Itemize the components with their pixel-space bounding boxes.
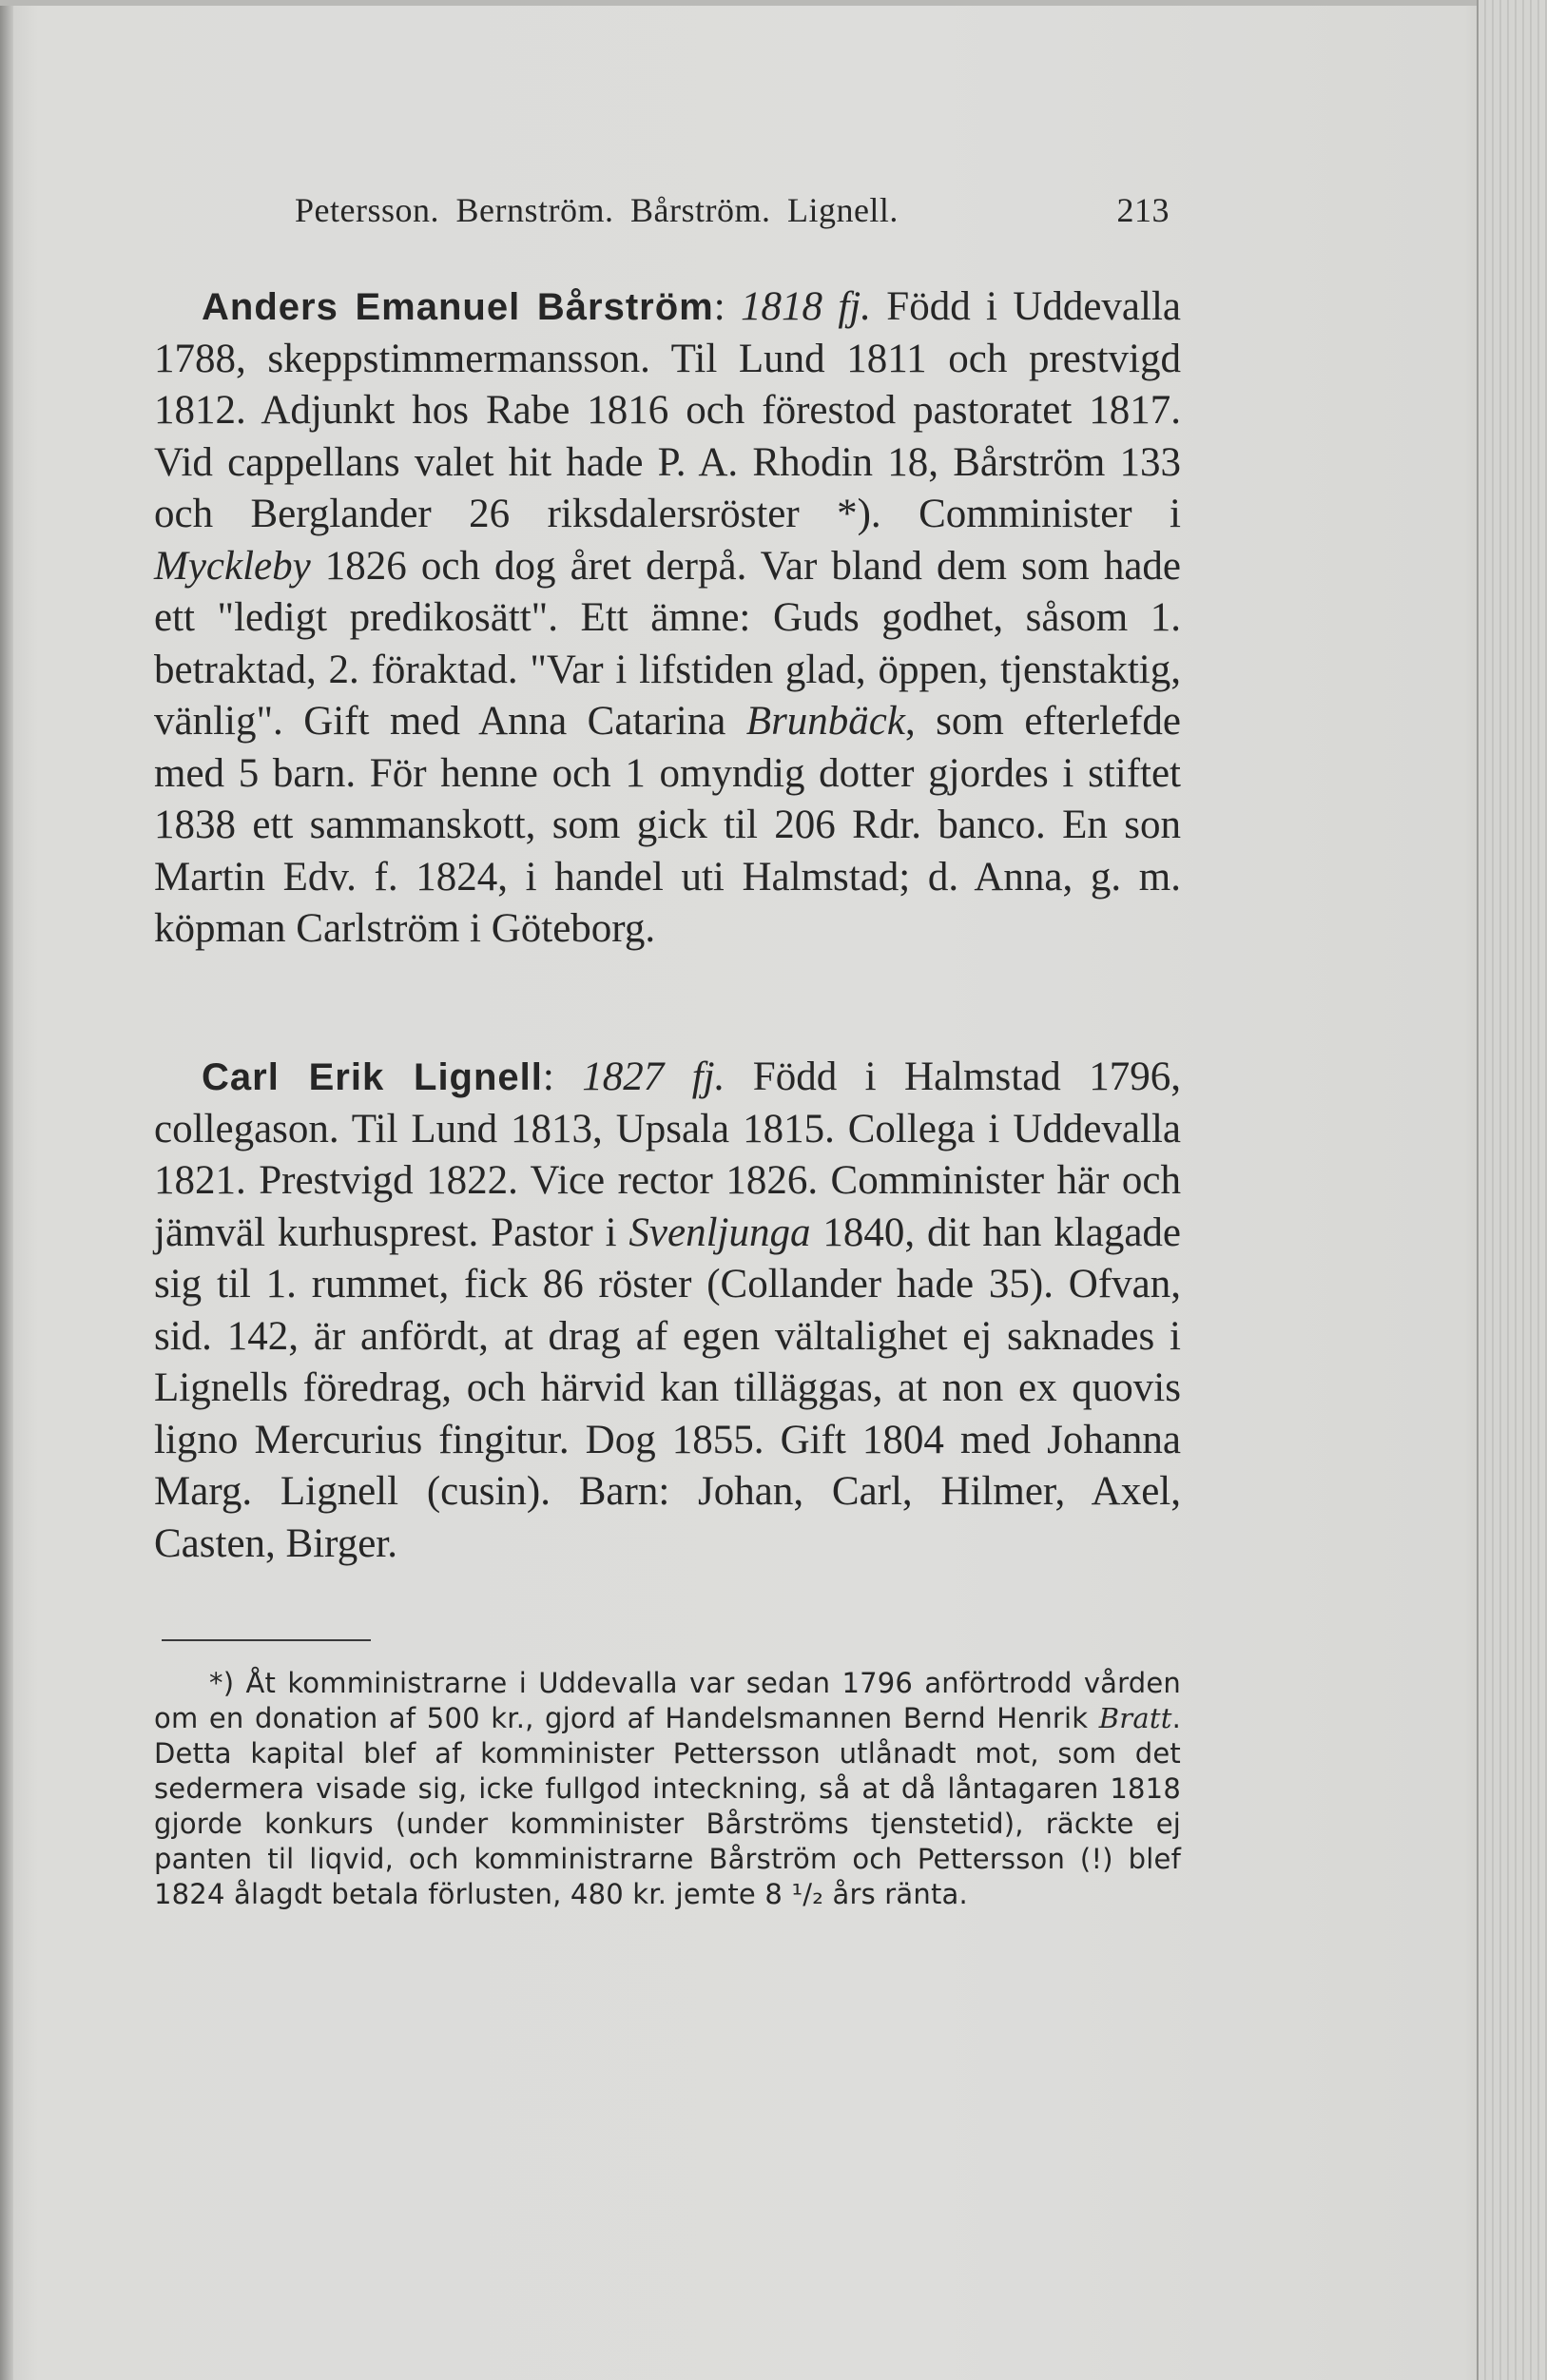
page-number: 213 [1116,191,1170,229]
entry-text: , som efterlefde med 5 barn. För henne och 1 omyndig dotter gjordes i stiftet 1838 ett sammanskott, som gick til 206 Rdr. banco. En son Martin Edv. f. 1824, i handel uti Halmstad; d. Anna, g. m. köpman Carlström i Göteborg. [154,699,1182,951]
page-left-shadow [0,0,13,2380]
footnote-text: *) Åt komministrarne i Uddevalla var sedan 1796 anförtrodd vården om en donation af 500 kr., gjord af Handelsmannen Bernd Henrik [154,1667,1181,1734]
entry-paragraph: Anders Emanuel Bårström: 1818 fj. Född i Uddevalla 1788, skeppstimmermansson. Til Lund 1811 och prestvigd 1812. Adjunkt hos Rabe 1816 och förestod pastoratet 1817. Vid cappellans valet hit hade P. A. Rhodin 18, Bårström 133 och Berglander 26 riksdalersröster *). Comminister i Myckleby 1826 och dog året derpå. Var bland dem som hade ett "ledigt predikosätt". Ett ämne: Guds godhet, såsom 1. betraktad, 2. föraktad. "Var i lifstiden glad, öppen, tjenstaktig, vänlig". Gift med Anna Catarina Brunbäck, som efterlefde med 5 barn. För henne och 1 omyndig dotter gjordes i stiftet 1838 ett sammanskott, som gick til 206 Rdr. banco. En son Martin Edv. f. 1824, i handel uti Halmstad; d. Anna, g. m. köpman Carlström i Göteborg. [154,284,1182,951]
entry-paragraph: Carl Erik Lignell: 1827 fj. Född i Halmstad 1796, collegason. Til Lund 1813, Upsala 1815. Collega i Uddevalla 1821. Prestvigd 1822. Vice rector 1826. Comminister här och jämväl kurhusprest. Pastor i Svenljunga 1840, dit han klagade sig til 1. rummet, fick 86 röster (Collander hade 35). Ofvan, sid. 142, är anfördt, at drag af egen vältalighet ej saknades i Lignells föredrag, och härvid kan tilläggas, at non ex quovis ligno Mercurius fingitur. Dog 1855. Gift 1804 med Johanna Marg. Lignell (cusin). Barn: Johan, Carl, Hilmer, Axel, Casten, Birger. [154,1055,1181,1566]
page-top-edge [0,0,1483,6]
entry-lignell [154,1052,1181,1570]
footnote-name: Bratt [1098,1702,1172,1734]
entry-spouse-surname: Brunbäck [745,699,905,744]
entry-place: Myckleby [154,543,311,589]
footnote-paragraph [154,1666,1181,1912]
entry-year: 1827 fj. [582,1055,725,1099]
entry-name: Carl Erik Lignell [202,1056,543,1098]
footnote [154,1666,1181,1912]
entry-text: Född i Halmstad 1796, collegason. Til Lund 1813, Upsala 1815. Collega i Uddevalla 1821. Prestvigd 1822. Vice rector 1826. Comminister här och jämväl kurhusprest. Pastor i [154,1055,1181,1255]
entry-text: 1840, dit han klagade sig til 1. rummet, fick 86 röster (Collander hade 35). Ofvan, sid. 142, är anfördt, at drag af egen vältalighet ej saknades i Lignells föredrag, och härvid kan tilläggas, at non ex quovis ligno Mercurius fingitur. Dog 1855. Gift 1804 med Johanna Marg. Lignell (cusin). Barn: Johan, Carl, Hilmer, Axel, Casten, Birger. [154,1209,1181,1566]
footnote-text: års ränta. [823,1878,968,1910]
entry-text: 1826 och dog året derpå. Var bland dem som hade ett "ledigt predikosätt". Ett ämne: Guds godhet, såsom 1. betraktad, 2. föraktad. "Var i lifstiden glad, öppen, tjenstaktig, vänlig". Gift med Anna Catarina [154,543,1181,744]
footnote-text: . Detta kapital blef af komminister Pettersson utlånadt mot, som det sedermera visade sig, icke fullgod inteckning, så at då låntagaren 1818 gjorde konkurs (under komminister Bårströms tjenstetid), räckte ej panten til liqvid, och komministrarne Bårström och Pettersson (!) blef 1824 ålagdt betala förlusten, 480 kr. jemte 8 [154,1702,1181,1910]
entry-name: Anders Emanuel Bårström [202,286,714,328]
book-spine-edge [1477,0,1547,2380]
entry-year: 1818 fj. [741,284,871,329]
footnote-fraction: ¹/₂ [791,1878,824,1910]
header-names: Petersson. Bernström. Bårström. Lignell. [295,191,899,229]
entry-barstrom [154,281,1181,956]
entry-place: Svenljunga [628,1209,811,1255]
running-header [295,190,1170,230]
entry-text: Född i Uddevalla 1788, skeppstimmermansson. Til Lund 1811 och prestvigd 1812. Adjunkt hos Rabe 1816 och förestod pastoratet 1817. Vid cappellans valet hit hade P. A. Rhodin 18, Bårström 133 och Berglander 26 riksdalersröster *). Comminister i [154,284,1181,536]
footnote-rule [162,1639,371,1641]
